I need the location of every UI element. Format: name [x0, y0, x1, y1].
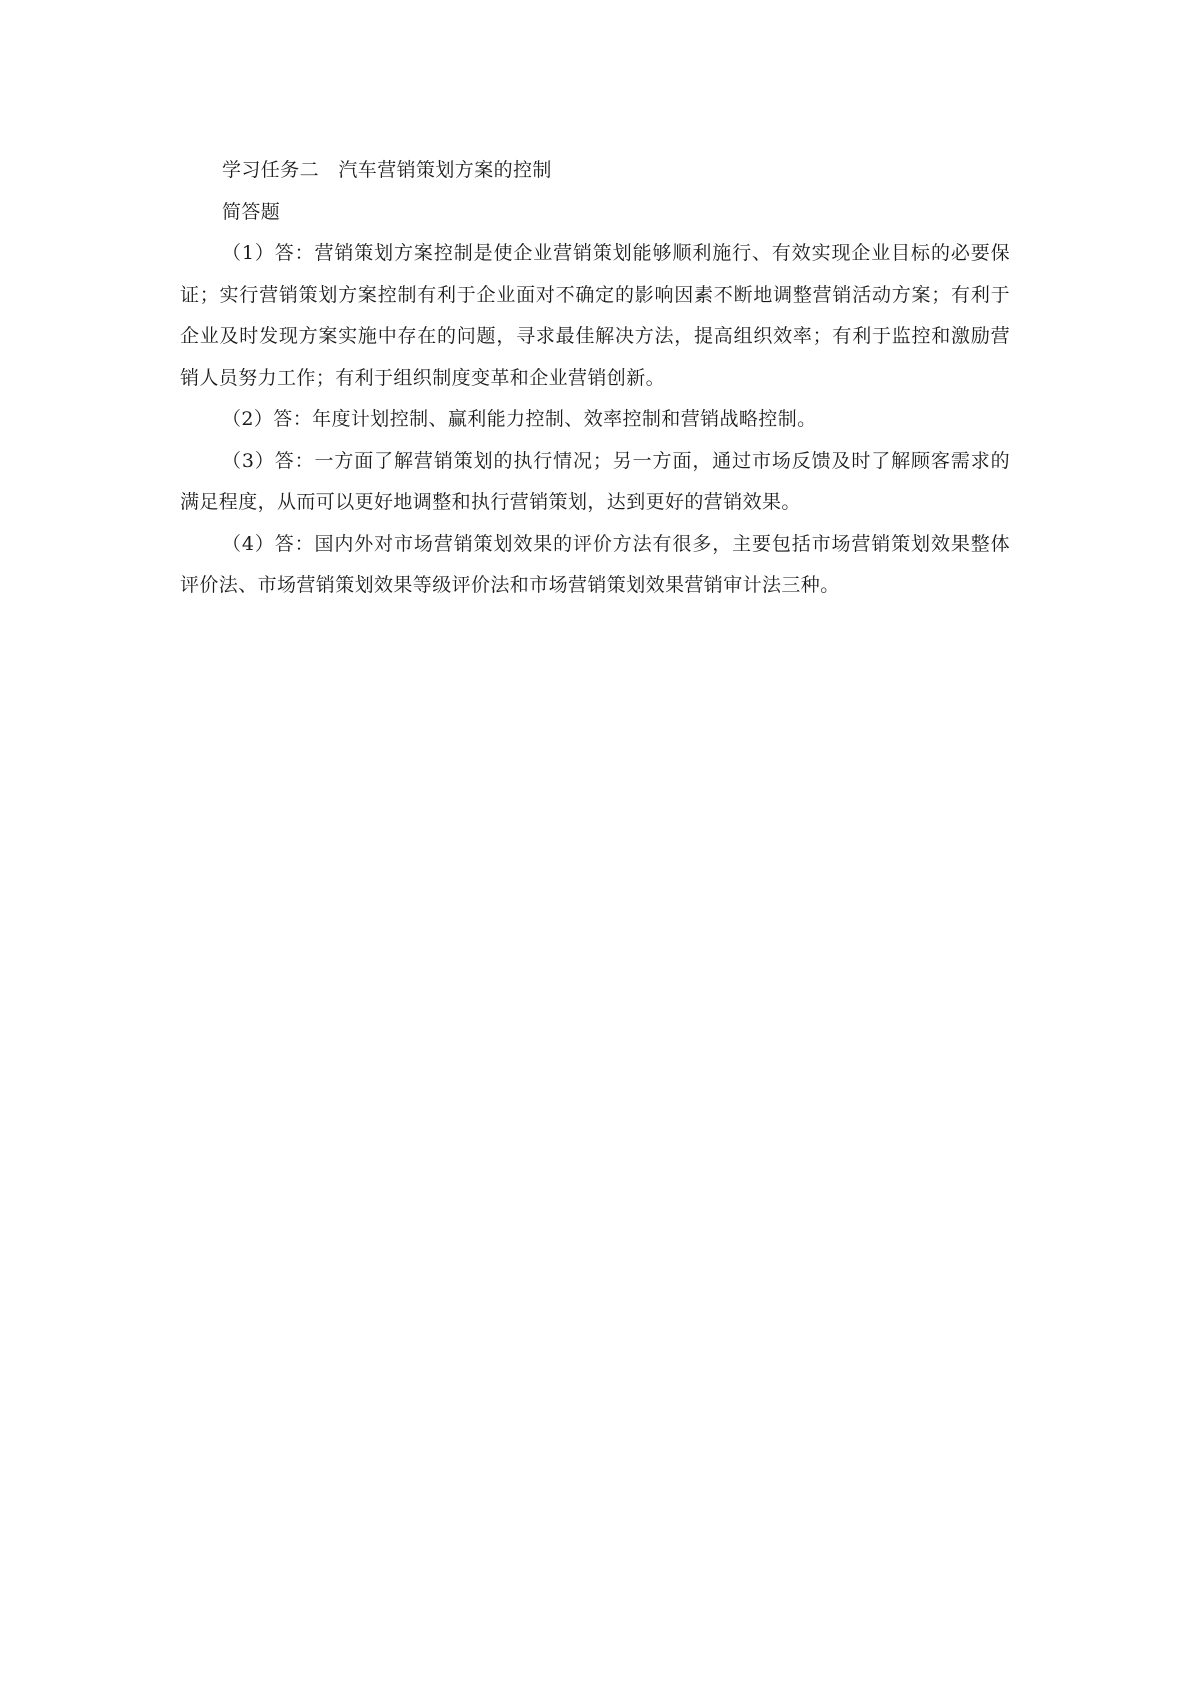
answer-paragraph-4: （4）答：国内外对市场营销策划效果的评价方法有很多，主要包括市场营销策划效果整体评价法、市场营销策划效果等级评价法和市场营销策划效果营销审计法三种。: [180, 532, 1010, 596]
document-heading: 学习任务二 汽车营销策划方案的控制: [222, 159, 552, 181]
answer-paragraph-1: （1）答：营销策划方案控制是使企业营销策划能够顺利施行、有效实现企业目标的必要保证；实行营销策划方案控制有利于企业面对不确定的影响因素不断地调整营销活动方案；有利于企业及时发现方案实施中存在的问题，寻求最佳解决方法，提高组织效率；有利于监控和激励营销人员努力工作；有利于组织制度变革和企业营销创新。: [180, 242, 1010, 389]
document-body: [180, 150, 1010, 607]
section-title: 简答题: [222, 200, 281, 223]
answer-paragraph-2: （2）答：年度计划控制、赢利能力控制、效率控制和营销战略控制。: [222, 408, 817, 430]
answer-paragraph-3: （3）答：一方面了解营销策划的执行情况；另一方面，通过市场反馈及时了解顾客需求的满足程度，从而可以更好地调整和执行营销策划，达到更好的营销效果。: [180, 449, 1010, 513]
